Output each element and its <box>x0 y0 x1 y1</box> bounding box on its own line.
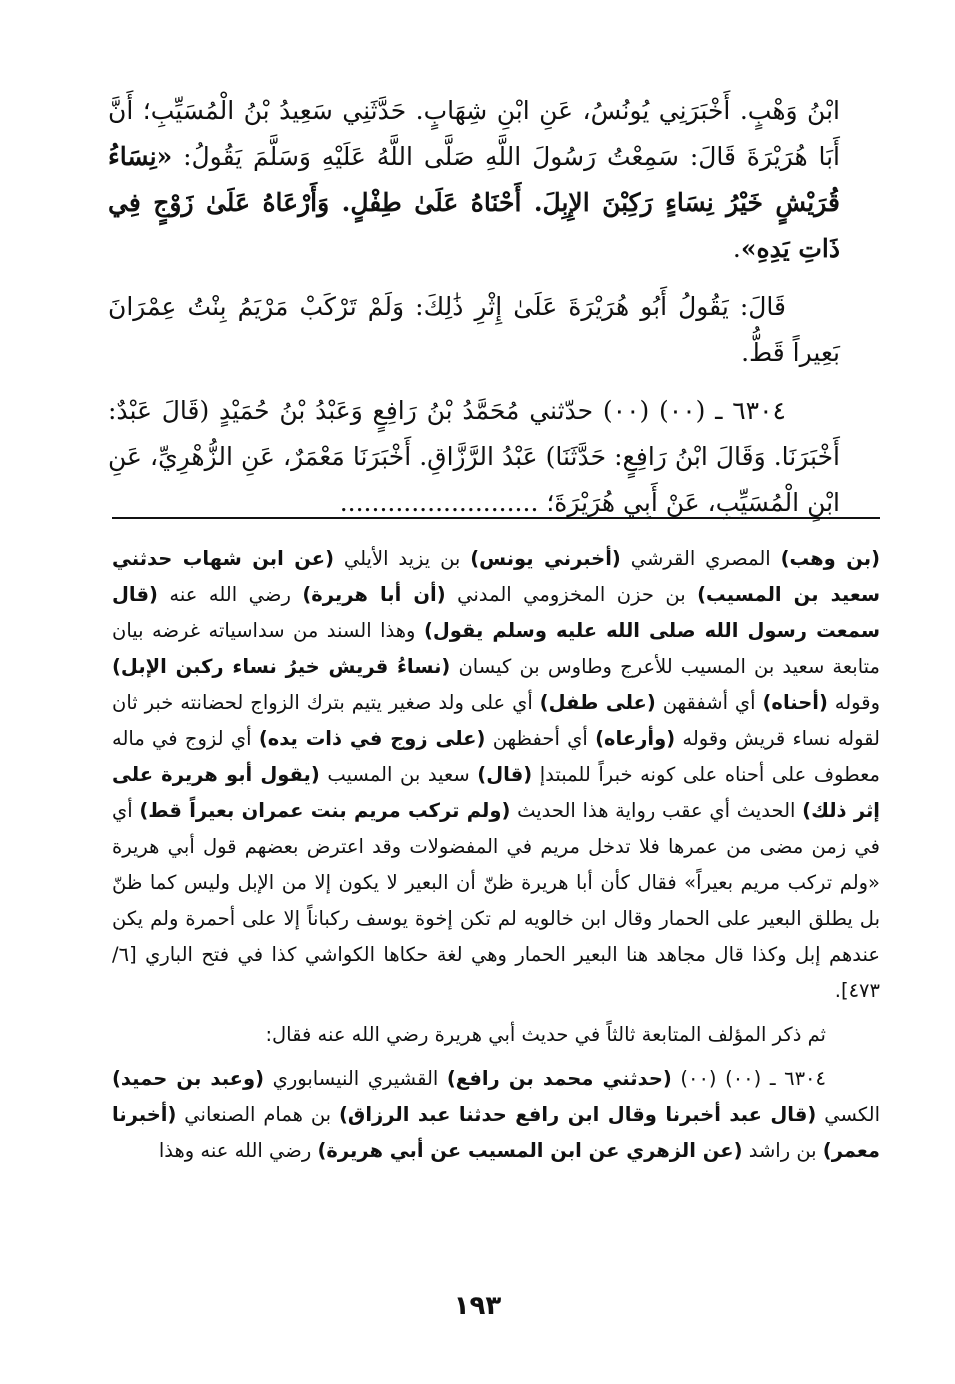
text-run: وقوله <box>827 691 880 714</box>
hadith-paragraph-1 <box>108 88 840 272</box>
bold-quote-run: (وأرعاه) <box>595 727 676 750</box>
text-run: ٦٣٠٤ ـ (٠٠) (٠٠) <box>671 1067 826 1090</box>
text-run: . <box>732 234 741 263</box>
bold-quote-run: «نِسَاءُ قُرَيْشٍ خَيْرُ نِسَاءٍ رَكِبْنَ الإِبِلَ. أَحْنَاهُ عَلَىٰ طِفْلٍ. وَأَرْعَاهُ عَلَىٰ زَوْجٍ فِي ذَاتِ يَدِهِ» <box>108 142 840 263</box>
text-run: رضي الله عنه <box>157 583 303 606</box>
bold-quote-run: (قال) <box>477 763 533 786</box>
text-run: بن حزن المخزومي المدني <box>445 583 698 606</box>
footnote-divider <box>112 517 880 519</box>
commentary-block <box>112 541 880 1169</box>
commentary-paragraph-2: ثم ذكر المؤلف المتابعة ثالثاً في حديث أبي هريرة رضي الله عنه فقال: <box>265 1023 826 1046</box>
page-number: ١٩٣ <box>453 1291 502 1321</box>
text-run: أي أحفظهن <box>485 727 596 750</box>
bold-quote-run: (على طفل) <box>539 691 656 714</box>
text-run: أي على ولد صغير يتيم بترك الزواج لحضانته خبر ثان لقوله نساء قريش وقوله <box>112 691 880 750</box>
bold-quote-run: (أحناه) <box>762 691 828 714</box>
text-run: بن همام الصنعاني <box>176 1103 339 1126</box>
commentary-paragraph-1 <box>112 541 880 1009</box>
text-run: أي أشفقهن <box>655 691 763 714</box>
bold-quote-run: (أخبرنا معمر) <box>112 1103 880 1162</box>
hadith-text-block <box>108 88 840 526</box>
bold-quote-run: (أخبرني يونس) <box>470 547 621 570</box>
bold-quote-run: (نساءُ قريش خيرُ نساء ركبن الإبل) <box>112 655 451 678</box>
text-run: بن يزيد الأيلي <box>333 547 471 570</box>
hadith-paragraph-2: قَالَ: يَقُولُ أَبُو هُرَيْرَةَ عَلَىٰ إِثْرِ ذَٰلِكَ: وَلَمْ تَرْكَبْ مَرْيَمُ بِنْتُ عِمْرَانَ بَعِيراً قَطُّ. <box>108 292 840 367</box>
text-run: أي في زمن مضى من عمرها فلا تدخل مريم في المفضولات وقد اعترض بعضهم قول أبي هريرة «ولم تركب مريم بعيراً» فقال كأن أبا هريرة ظنّ أن البعير لا يكون إلا من الإبل وليس كما ظنّ بل يطلق البعير على الحمار وقال ابن خالويه لم تكن إخوة يوسف ركباناً إلا على أحمرة ولم يكن عندهم إبل وكذا قال مجاهد هنا البعير الحمار وهي لغة حكاها الكواشي كذا في فتح الباري [٦/ ٤٧٣]. <box>112 799 880 1002</box>
bold-quote-run: (قال عبد أخبرنا وقال ابن رافع حدثنا عبد الرزاق) <box>338 1103 817 1126</box>
bold-quote-run: (على زوج في ذات يده) <box>258 727 486 750</box>
text-run: القشيري النيسابوري <box>264 1067 447 1090</box>
commentary-paragraph-3 <box>112 1061 880 1169</box>
bold-quote-run: (ولم تركب مريم بنت عمران بعيراً قط) <box>139 799 511 822</box>
text-run: رضي الله عنه وهذا <box>158 1139 318 1162</box>
bold-quote-run: (يقول أبو هريرة على إثر ذلك) <box>112 763 880 822</box>
text-run: الحديث أي عقب رواية هذا الحديث <box>510 799 803 822</box>
text-run: أي لزوج في ماله معطوف على أحناه على كونه خبراً للمبتدإ <box>112 727 880 786</box>
bold-quote-run: (وعبد بن حميد) <box>112 1067 265 1090</box>
bold-quote-run: (أن أبا هريرة) <box>302 583 446 606</box>
bold-quote-run: (عن الزهري عن ابن المسيب عن أبي هريرة) <box>317 1139 743 1162</box>
text-run: الكسي <box>816 1103 880 1126</box>
bold-quote-run: (حدثني محمد بن رافع) <box>446 1067 672 1090</box>
bold-quote-run: (قال سمعت رسول الله صلى الله عليه وسلم يقول) <box>112 583 880 642</box>
text-run: ابْنُ وَهْبٍ. أَخْبَرَنِي يُونُسُ، عَنِ ابْنِ شِهَابٍ. حَدَّثَنِي سَعِيدُ بْنُ الْمُسَيِّبِ؛ أَنَّ أَبَا هُرَيْرَةَ قَالَ: سَمِعْتُ رَسُولَ اللَّهِ صَلَّى اللَّهُ عَلَيْهِ وَسَلَّمَ يَقُولُ: <box>108 96 840 171</box>
hadith-paragraph-3: ٦٣٠٤ ـ (٠٠) (٠٠) حدّثني مُحَمَّدُ بْنُ رَافِعٍ وَعَبْدُ بْنُ حُمَيْدٍ (قَالَ عَبْدٌ: أَخْبَرَنَا. وَقَالَ ابْنُ رَافِعٍ: حَدَّثَنَا) عَبْدُ الرَّزَّاقِ. أَخْبَرَنَا مَعْمَرٌ، عَنِ الزُّهْرِيِّ، عَنِ ابْنِ الْمُسَيِّبِ، عَنْ أَبِي هُرَيْرَةَ؛ ......................... <box>108 396 840 517</box>
bold-quote-run: (عن ابن شهاب حدثني سعيد بن المسيب) <box>112 547 881 606</box>
bold-quote-run: (بن وهب) <box>780 547 880 570</box>
text-run: سعيد بن المسيب <box>319 763 478 786</box>
text-run: بن راشد <box>742 1139 823 1162</box>
text-run: وهذا السند من سداسياته غرضه بيان متابعة سعيد بن المسيب للأعرج وطاوس بن كيسان <box>112 619 880 678</box>
text-run: المصري القرشي <box>620 547 781 570</box>
